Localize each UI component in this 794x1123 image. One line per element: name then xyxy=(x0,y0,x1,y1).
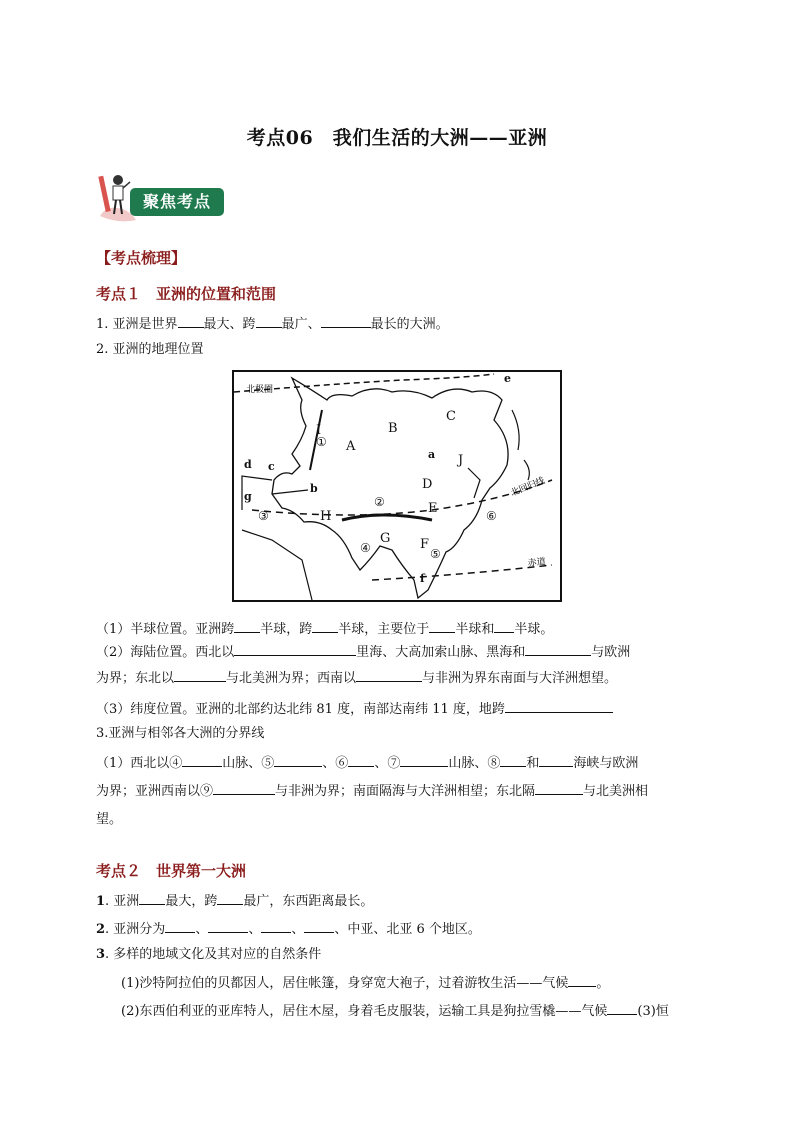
map-label-c: c xyxy=(268,460,275,473)
map-label-e: e xyxy=(504,372,511,385)
topic1-question-2: 2. 亚洲的地理位置 xyxy=(96,342,204,357)
map-label-4: ④ xyxy=(360,541,371,555)
map-label-d: d xyxy=(244,458,252,471)
topic1-question-3: 3.亚洲与相邻各大洲的分界线 xyxy=(96,726,265,741)
map-label-arctic-circle: 北极圈 xyxy=(246,385,274,395)
map-label-F: F xyxy=(420,537,430,552)
topic1-question-1: 1. 亚洲是世界 最大、跨 最广、 最长的大洲。 xyxy=(96,313,449,335)
banner-label: 聚焦考点 xyxy=(130,188,224,216)
topic1-paragraph-1: （1）半球位置。亚洲跨 半球，跨 半球，主要位于 半球和 半球。 xyxy=(96,618,553,640)
map-label-5: ⑤ xyxy=(430,547,441,561)
map-label-J: J xyxy=(458,453,464,468)
topic1-paragraph-4: （1）西北以④ 山脉、⑤ 、⑥ 、⑦ 山脉、⑧ 和 海峡与欧洲 为界；亚洲西南以⑨ 与非洲为界；南面隔海与大洋洲相望；东北隔 与北美洲相 望。 xyxy=(96,750,708,834)
map-label-G: G xyxy=(380,531,391,546)
map-label-C: C xyxy=(446,409,456,424)
topic1-paragraph-2: （2）海陆位置。西北以 里海、大高加索山脉、黑海和 与欧洲 为界；东北以 与北美洲为界；西南以 与非洲为界东南面与大洋洲想望。 xyxy=(96,640,708,692)
map-label-3: ③ xyxy=(258,509,269,523)
topic1-paragraph-3: （3）纬度位置。亚洲的北部约达北纬 81 度，南部达南纬 11 度，地跨 xyxy=(96,698,613,720)
topic2-sentence-2: (2)东西伯利亚的亚库特人，居住木屋，身着毛皮服装，运输工具是狗拉雪橇——气候 (3)恒 xyxy=(121,1000,669,1022)
topic2-sentence-1: (1)沙特阿拉伯的贝都因人，居住帐篷，身穿宽大袍子，过着游牧生活——气候 。 xyxy=(121,972,609,994)
map-label-A: A xyxy=(346,439,356,454)
topic1-heading: 考点１ 亚洲的位置和范围 xyxy=(96,285,277,303)
map-label-2: ② xyxy=(374,495,385,509)
map-label-I: I xyxy=(316,423,322,438)
topic2-question-3: 3. 多样的地域文化及其对应的自然条件 xyxy=(96,947,322,962)
topic2-heading: 考点２ 世界第一大洲 xyxy=(96,862,247,880)
map-label-f: f xyxy=(420,572,425,585)
asia-map xyxy=(232,370,562,606)
topic2-question-2: 2. 亚洲分为 、 、 、 、中亚、北亚 6 个地区。 xyxy=(96,918,481,940)
map-label-D: D xyxy=(422,477,433,492)
map-label-g: g xyxy=(244,490,252,503)
section-heading: 【考点梳理】 xyxy=(96,249,187,267)
map-label-6: ⑥ xyxy=(486,509,497,523)
map-label-1: ① xyxy=(316,435,327,449)
focus-banner xyxy=(96,170,228,224)
map-label-a: a xyxy=(428,448,436,461)
topic2-question-1: 1. 亚洲 最大，跨 最广，东西距离最长。 xyxy=(96,890,373,912)
map-label-tropic: 北回归线 xyxy=(509,476,547,499)
map-label-b: b xyxy=(310,482,318,495)
map-label-B: B xyxy=(388,421,398,436)
map-label-E: E xyxy=(428,501,438,516)
map-label-equator: 赤道 xyxy=(527,557,547,569)
page-title: 考点06 我们生活的大洲——亚洲 xyxy=(246,127,548,149)
map-label-H: H xyxy=(320,509,332,524)
